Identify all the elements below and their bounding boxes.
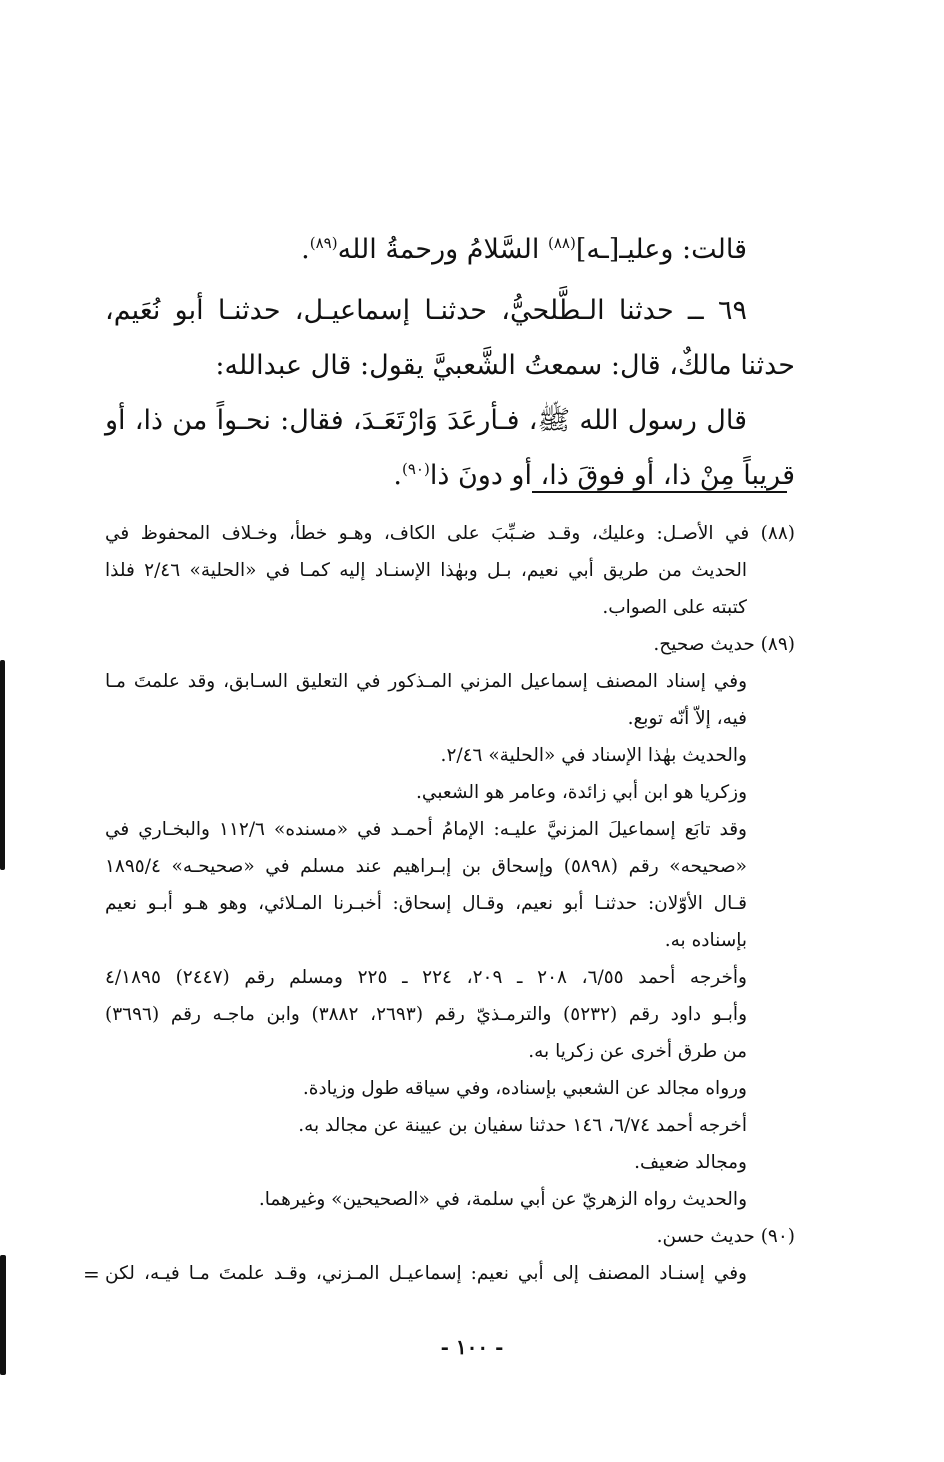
continuation-mark: = [83, 1262, 100, 1286]
footnote-line: كتبته على الصواب. [602, 597, 747, 618]
scan-edge-mark [0, 660, 5, 870]
footnote-line: ورواه مجالد عن الشعبي بإسناده، وفي سياقه طول وزيادة. [302, 1078, 747, 1099]
hadith-number-line: ٦٩ ــ حدثنا الـطَّلحيُّ، حدثنـا إسماعيـل، حدثنـا أبو نُعَيم، [105, 295, 747, 326]
footnote-line: ومجالد ضعيف. [634, 1152, 747, 1173]
footnote-line: من طرق أخرى عن زكريا به. [528, 1041, 747, 1062]
footnote-line: قـال الأوّلان: حدثنـا أبو نعيم، وقـال إسحاق: أخبـرنا المـلائي، وهو هـو أبـو نعيم [105, 893, 747, 914]
main-line: حدثنا مالكٌ، قال: سمعتُ الشَّعبيَّ يقول: قال عبدالله: [215, 350, 795, 381]
footnote-separator [532, 491, 787, 493]
footnote-line: «صحيحه» رقم (٥٨٩٨) وإسحاق بن إبـراهيم عند مسلم في «صحيحـه» ١٨٩٥/٤ [105, 856, 747, 877]
footnote-heading: (٩٠) حديث حسن. [656, 1226, 795, 1247]
text-run: قالت: وعليـ[ـه] [575, 234, 747, 265]
footnote-line: وقد تابَع إسماعيلَ المزنيَّ عليـه: الإمامُ أحمـد في «مسنده» ١١٢/٦ والبخـاري في [105, 819, 747, 840]
footnote-line: بإسناده به. [664, 930, 747, 951]
footnote-line: وأبـو داود رقم (٥٢٣٢) والترمـذيّ رقم (٢٦٩٣، ٣٨٨٢) وابن ماجـه رقم (٣٦٩٦) [105, 1004, 748, 1025]
footnote-line: وأخرجه أحمد ٦/٥٥، ٢٠٨ ـ ٢٠٩، ٢٢٤ ـ ٢٢٥ ومسلم رقم (٢٤٤٧) ٤/١٨٩٥ [105, 967, 747, 988]
main-text [105, 222, 795, 503]
footnote-line: فيه، إلاّ أنّه توبع. [627, 708, 747, 729]
footnotes [105, 515, 795, 1292]
page-number: - ١٠٠ - [440, 1335, 504, 1359]
footnote-line: والحديث رواه الزهريّ عن أبي سلمة، في «الصحيحين» وغيرهما. [258, 1189, 747, 1210]
text-run: السَّلامُ ورحمةُ الله [337, 234, 548, 265]
footnote-ref[interactable]: (٨٩) [309, 234, 338, 252]
footnote-line: أخرجه أحمد ٦/٧٤، ١٤٦ حدثنا سفيان بن عيينة عن مجالد به. [298, 1115, 747, 1136]
footnote-line: والحديث بهٰذا الإسناد في «الحلية» ٢/٤٦. [440, 745, 747, 766]
text-run: . [393, 460, 402, 491]
footnote-ref[interactable]: (٩٠) [402, 460, 430, 478]
footnote-heading: (٨٩) حديث صحيح. [653, 634, 795, 655]
footnote-heading: (٨٨) في الأصـل: وعليك، وقـد ضـبِّبَ على الكاف، وهـو خطأ، وخـلاف المحفوظ في [105, 523, 795, 544]
footnote-line: وزكريا هو ابن أبي زائدة، وعامر هو الشعبي. [416, 782, 747, 803]
main-line [105, 448, 795, 503]
footnote-line: وفي إسنـاد المصنف إلى أبي نعيم: إسماعيـل المـزني، وقـد علمتَ مـا فيـه، لكن [105, 1263, 747, 1284]
text-run: قريباً مِنْ ذا، أو فوقَ ذا، أو دونَ ذا [429, 460, 795, 491]
main-line: قال رسول الله ﷺ، فـأرعَدَ وَارْتَعَـدَ، فقال: نحـواً من ذا، أو [105, 405, 747, 436]
footnote-line: الحديث من طريق أبي نعيم، بـل وبهٰذا الإسنـاد إليه كمـا في «الحلية» ٢/٤٦ فلذا [105, 560, 748, 581]
footnote-line: وفي إسناد المصنف إسماعيل المزني المـذكور في التعليق السـابق، وقد علمتَ مـا [105, 671, 747, 692]
footnote-ref[interactable]: (٨٨) [548, 234, 576, 252]
main-line [105, 222, 795, 277]
text-run: . [301, 234, 310, 265]
